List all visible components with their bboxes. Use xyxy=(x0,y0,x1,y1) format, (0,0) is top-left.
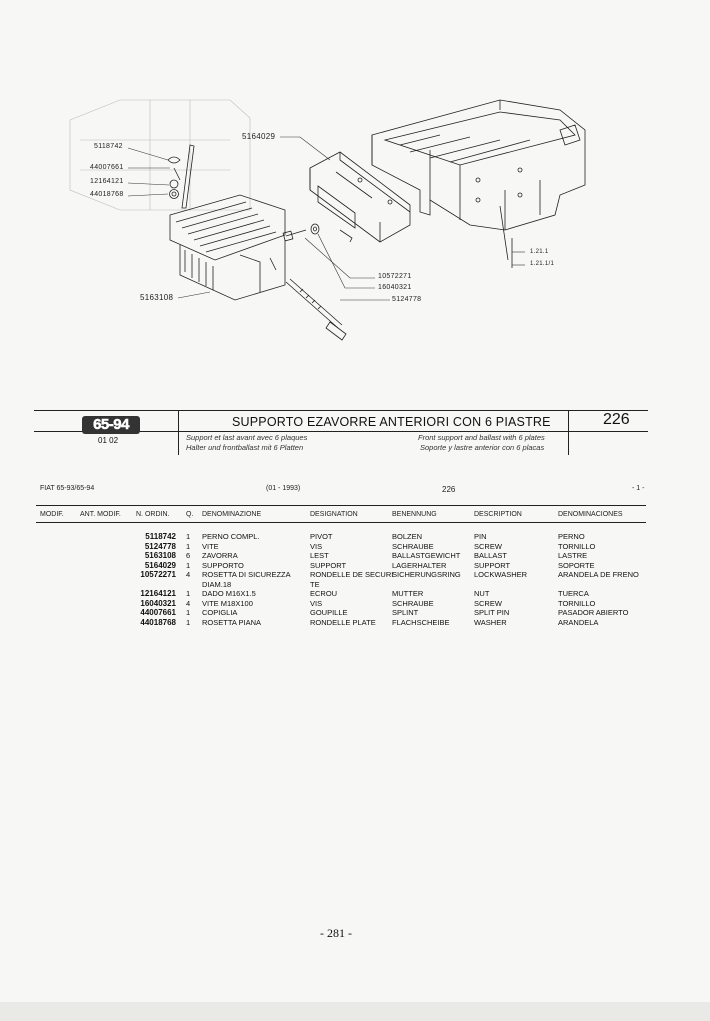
part-code: 10572271 xyxy=(140,570,176,579)
col-de: BENENNUNG xyxy=(392,511,437,518)
table-row xyxy=(0,570,710,580)
part-name-fr: ECROU xyxy=(310,589,338,598)
col-modif: MODIF. xyxy=(40,511,64,518)
part-name-it: VITE xyxy=(202,541,219,551)
part-name-es: PERNO xyxy=(558,532,585,541)
table-row xyxy=(0,618,710,628)
table-row xyxy=(0,542,710,552)
callout-ref-1: 1.21.1 xyxy=(530,249,549,255)
part-name-de: SPLINT xyxy=(392,608,419,617)
front-support-bracket xyxy=(310,152,410,242)
part-name-en: SCREW xyxy=(474,598,502,608)
callout-10572271: 10572271 xyxy=(378,273,412,280)
callout-ref-2: 1.21.1/1 xyxy=(530,261,555,267)
header-divider-left xyxy=(178,410,179,455)
part-code: 5124778 xyxy=(144,541,176,551)
header-divider-right xyxy=(568,410,569,455)
part-qty: 1 xyxy=(186,532,191,541)
col-en: DESCRIPTION xyxy=(474,511,522,518)
part-code: 12164121 xyxy=(140,589,176,598)
part-name-es: TORNILLO xyxy=(558,541,596,551)
part-name-de: BOLZEN xyxy=(392,532,423,541)
model-code: 01 02 xyxy=(98,436,119,445)
part-code: 5164029 xyxy=(144,560,176,570)
group-number: 226 xyxy=(603,411,630,428)
part-code: 44018768 xyxy=(140,617,176,627)
part-name-de: LAGERHALTER xyxy=(392,560,447,570)
part-name-fr: TE xyxy=(310,579,320,589)
meta-group: 226 xyxy=(442,485,456,494)
subtitle-en: Front support and ballast with 6 plates xyxy=(418,433,545,442)
part-name-es: LASTRE xyxy=(558,551,588,560)
header-top-rule xyxy=(34,410,648,411)
table-top-rule xyxy=(36,505,646,506)
page-title: SUPPORTO EZAVORRE ANTERIORI CON 6 PIASTRE xyxy=(232,415,551,429)
part-name-en: PIN xyxy=(474,532,487,541)
part-name-de: MUTTER xyxy=(392,589,424,598)
callout-44018768: 44018768 xyxy=(90,191,124,198)
part-name-es: TUERCA xyxy=(558,589,589,598)
part-name-it: SUPPORTO xyxy=(202,560,244,570)
part-qty: 1 xyxy=(186,608,191,617)
part-name-de: SCHRAUBE xyxy=(392,541,434,551)
part-name-es: ARANDELA DE FRENO xyxy=(558,570,639,579)
part-name-it: VITE M18X100 xyxy=(202,598,253,608)
callout-16040321: 16040321 xyxy=(378,284,412,291)
part-name-en: SCREW xyxy=(474,541,502,551)
engine-front-frame xyxy=(372,100,585,268)
part-name-es: PASADOR ABIERTO xyxy=(558,608,629,617)
part-name-fr: LEST xyxy=(310,551,329,560)
subtitle-de: Halter und frontballast mit 6 Platten xyxy=(186,443,304,452)
subtitle-es: Soporte y lastre anterior con 6 placas xyxy=(420,443,545,452)
table-row xyxy=(0,580,710,590)
model-badge: 65-94 xyxy=(82,416,140,434)
callout-5124778: 5124778 xyxy=(392,296,422,303)
callout-5163108: 5163108 xyxy=(140,293,174,302)
ballast-plates xyxy=(170,195,285,300)
part-name-it: COPIGLIA xyxy=(202,608,238,617)
part-name-fr: GOUPILLE xyxy=(310,608,348,617)
part-name-fr: RONDELLE DE SECURI xyxy=(310,570,394,579)
part-name-en: SPLIT PIN xyxy=(474,608,510,617)
part-name-it: ROSETTA PIANA xyxy=(202,617,262,627)
table-row xyxy=(0,561,710,571)
long-screw xyxy=(286,279,346,340)
part-qty: 4 xyxy=(186,598,191,608)
part-name-de: BALLASTGEWICHT xyxy=(392,551,461,560)
exploded-parts-diagram xyxy=(0,0,710,400)
part-code: 5163108 xyxy=(144,551,176,560)
col-ant-modif: ANT. MODIF. xyxy=(80,511,121,518)
table-row xyxy=(0,608,710,618)
part-name-fr: VIS xyxy=(310,598,323,608)
table-row xyxy=(0,551,710,561)
part-name-it: ROSETTA DI SICUREZZA xyxy=(202,570,291,579)
meta-page-marker: - 1 - xyxy=(632,485,645,492)
col-fr: DESIGNATION xyxy=(310,511,358,518)
part-qty: 4 xyxy=(186,570,191,579)
part-name-it: PERNO COMPL. xyxy=(202,532,260,541)
bolt-and-washer xyxy=(283,224,319,241)
part-name-it: ZAVORRA xyxy=(202,551,238,560)
part-name-de: SICHERUNGSRING xyxy=(392,570,461,579)
page-number: - 281 - xyxy=(320,926,352,940)
part-name-en: NUT xyxy=(474,589,490,598)
part-name-fr: PIVOT xyxy=(310,532,333,541)
part-code: 5118742 xyxy=(145,532,176,541)
scan-bottom-edge xyxy=(0,1002,710,1021)
col-es: DENOMINACIONES xyxy=(558,511,623,518)
table-row xyxy=(0,589,710,599)
callout-12164121: 12164121 xyxy=(90,178,124,185)
meta-date: (01 - 1993) xyxy=(266,485,301,492)
table-row xyxy=(0,532,710,542)
part-name-it: DADO M16X1.5 xyxy=(202,589,256,598)
table-header-rule xyxy=(36,522,646,523)
part-qty: 1 xyxy=(186,560,191,570)
table-row xyxy=(0,599,710,609)
part-name-en: SUPPORT xyxy=(474,560,511,570)
col-n-ordin: N. ORDIN. xyxy=(136,511,170,518)
part-name-de: FLACHSCHEIBE xyxy=(392,617,450,627)
part-qty: 1 xyxy=(186,589,191,598)
part-name-en: LOCKWASHER xyxy=(474,570,528,579)
meta-model: FIAT 65-93/65-94 xyxy=(40,485,95,492)
part-name-es: ARANDELA xyxy=(558,617,599,627)
col-it: DENOMINAZIONE xyxy=(202,511,262,518)
callout-5164029: 5164029 xyxy=(242,132,276,141)
col-qty: Q. xyxy=(186,511,194,518)
part-name-de: SCHRAUBE xyxy=(392,598,434,608)
part-name-es: TORNILLO xyxy=(558,598,596,608)
part-qty: 6 xyxy=(186,551,191,560)
subtitle-fr: Support et last avant avec 6 plaques xyxy=(186,433,308,442)
part-name-en: WASHER xyxy=(474,617,507,627)
callout-5118742: 5118742 xyxy=(94,143,123,150)
part-qty: 1 xyxy=(186,541,191,551)
part-name-fr: RONDELLE PLATE xyxy=(310,617,376,627)
part-name-es: SOPORTE xyxy=(558,560,595,570)
part-name-en: BALLAST xyxy=(474,551,507,560)
part-name-fr: SUPPORT xyxy=(310,560,347,570)
callout-44007661: 44007661 xyxy=(90,164,124,171)
part-qty: 1 xyxy=(186,617,191,627)
part-name-fr: VIS xyxy=(310,541,323,551)
part-code: 16040321 xyxy=(140,598,176,608)
part-name-it: DIAM.18 xyxy=(202,579,232,589)
part-code: 44007661 xyxy=(140,608,176,617)
